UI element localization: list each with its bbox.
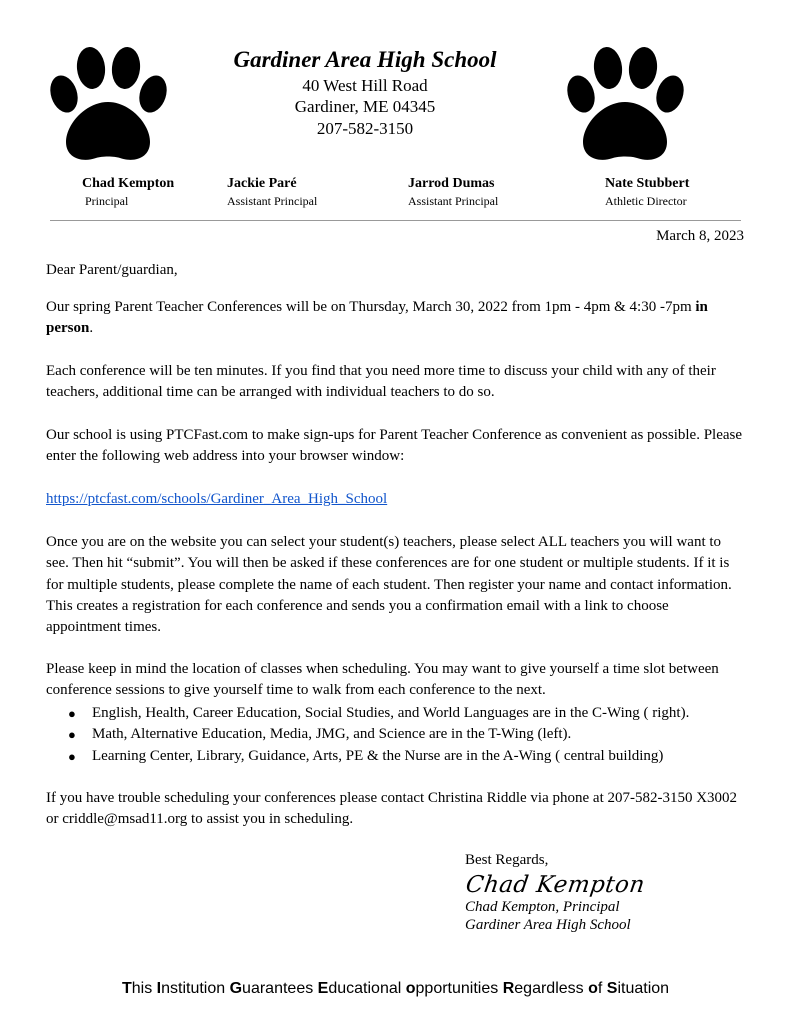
- school-phone: 207-582-3150: [316, 119, 414, 138]
- staff-principal: [82, 176, 174, 209]
- closing: Best Regards,: [465, 852, 549, 868]
- list-item: ● Learning Center, Library, Guidance, Arts, PE & the Nurse are in the A-Wing ( central building): [46, 746, 689, 767]
- paragraph-locations: Please keep in mind the location of classes when scheduling. You may want to give yourself a time slot between conference sessions to give yourself time to walk from each conference to the next.: [46, 661, 719, 699]
- paragraph-conference-length: Each conference will be ten minutes. If you find that you need more time to discuss your child with any of their teachers, additional time can be arranged with individual teachers to do so.: [46, 363, 716, 401]
- staff-name: Jackie Paré: [227, 176, 297, 191]
- paw-print-icon: [563, 46, 687, 164]
- address-line-2: Gardiner, ME 04345: [294, 97, 436, 116]
- school-name: Gardiner Area High School: [233, 47, 497, 72]
- list-item: ● English, Health, Career Education, Social Studies, and World Languages are in the C-Wing ( right).: [46, 703, 689, 724]
- signer-school: Gardiner Area High School: [465, 917, 631, 933]
- paragraph-contact: If you have trouble scheduling your conferences please contact Christina Riddle via phone at 207-582-3150 X3002 or criddle@msad11.org to assist you in scheduling.: [46, 790, 738, 828]
- paw-print-icon: [46, 46, 170, 164]
- staff-role: Principal: [85, 194, 129, 208]
- paragraph-instructions: Once you are on the website you can select your student(s) teachers, please select ALL teachers you will want to see. Then hit “submit”. You will then be asked if these conferences are for one student or multiple students. If it is for multiple students, please complete the name of each student. Then register your name and contact information. This creates a registration for each conference and sends you a confirmation email with a link to choose appointment times.: [46, 534, 732, 636]
- staff-name: Chad Kempton: [82, 176, 175, 191]
- ptcfast-link[interactable]: https://ptcfast.com/schools/Gardiner_Area_High_School: [46, 491, 388, 507]
- motto-word: Educational: [317, 980, 402, 997]
- motto-word: opportunities: [405, 980, 499, 997]
- period: .: [89, 320, 94, 337]
- staff-athletic-director: [605, 176, 689, 209]
- in-person-emphasis: in person: [46, 299, 708, 337]
- list-item: ● Math, Alternative Education, Media, JMG, and Science are in the T-Wing (left).: [46, 724, 689, 745]
- greeting: Dear Parent/guardian,: [46, 262, 178, 278]
- staff-name: Nate Stubbert: [605, 176, 690, 191]
- paragraph-conference-date: [46, 297, 746, 340]
- motto-word: Guarantees: [229, 980, 314, 997]
- motto-word: Regardless: [502, 980, 584, 997]
- motto-word: Institution: [156, 980, 226, 997]
- staff-role: Assistant Principal: [408, 194, 499, 208]
- conference-date-text: Our spring Parent Teacher Conferences will be on Thursday, March 30, 2022 from 1pm - 4pm & 4:30 -7pm: [46, 299, 696, 315]
- motto-word: Situation: [606, 980, 670, 997]
- footer-motto: [0, 980, 791, 998]
- signer-name-title: Chad Kempton, Principal: [465, 899, 620, 915]
- wing-list: [46, 703, 689, 767]
- staff-role: Athletic Director: [605, 194, 687, 208]
- staff-role: Assistant Principal: [227, 194, 318, 208]
- motto-word: This: [121, 980, 153, 997]
- address-line-1: 40 West Hill Road: [302, 76, 428, 95]
- motto-word: of: [588, 980, 603, 997]
- staff-assistant-principal-2: [408, 176, 498, 209]
- header-divider: [50, 220, 741, 221]
- signature-handwritten: Chad Kempton: [464, 872, 647, 898]
- paragraph-ptcfast: Our school is using PTCFast.com to make sign-ups for Parent Teacher Conference as convenient as possible. Please enter the following web address into your browser window:: [46, 427, 743, 465]
- staff-assistant-principal-1: [227, 176, 317, 209]
- staff-name: Jarrod Dumas: [408, 176, 495, 191]
- letter-date: March 8, 2023: [656, 228, 744, 244]
